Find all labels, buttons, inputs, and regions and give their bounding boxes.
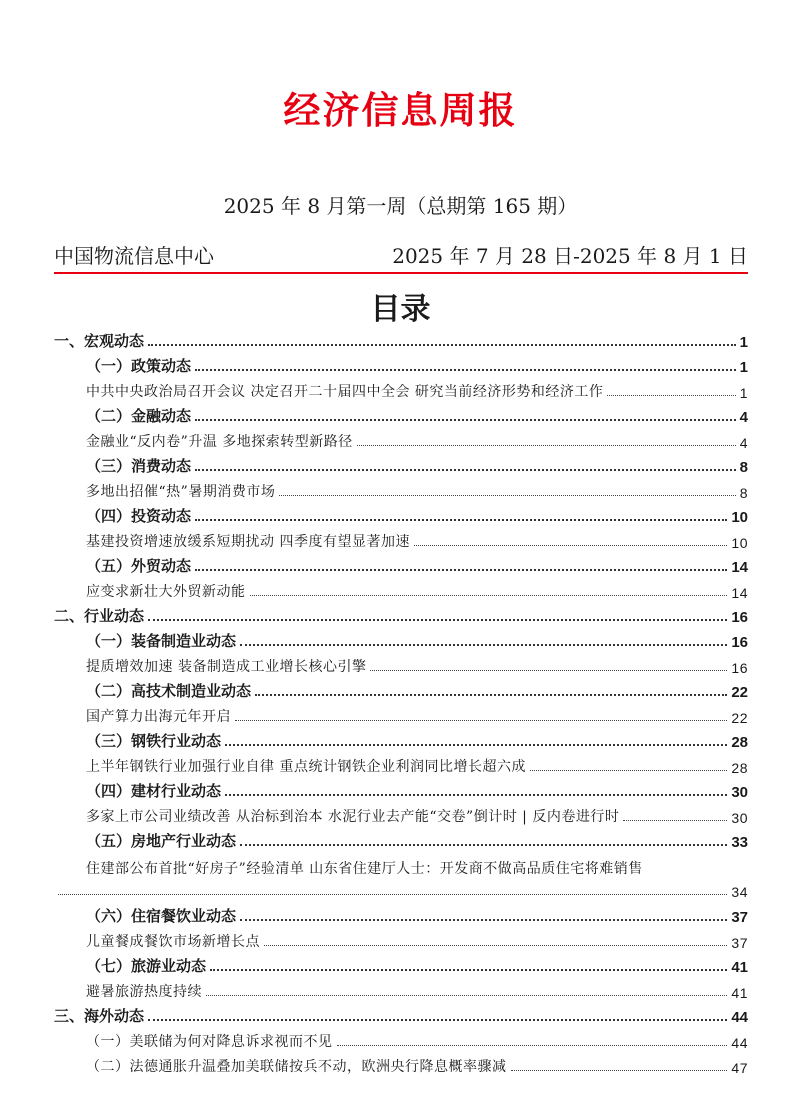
toc-entry-label: 上半年钢铁行业加强行业自律 重点统计钢铁企业利润同比增长超六成 xyxy=(86,759,526,775)
toc-entry-subsection[interactable] xyxy=(86,904,748,926)
toc-entry-page: 41 xyxy=(731,959,748,976)
toc-leader-dots xyxy=(255,694,727,696)
toc-leader-dots xyxy=(607,395,735,396)
toc-leader-dots xyxy=(148,619,727,621)
toc-entry-page: 16 xyxy=(731,634,748,651)
toc-leader-dots xyxy=(357,445,736,446)
toc-entry-article[interactable] xyxy=(86,579,748,601)
toc-entry-subsection[interactable] xyxy=(86,554,748,576)
toc-leader-dots xyxy=(240,844,727,846)
toc-entry-page: 30 xyxy=(731,810,748,826)
toc-entry-page: 28 xyxy=(731,734,748,751)
toc-entry-label: （二）金融动态 xyxy=(86,407,192,425)
toc-leader-dots xyxy=(250,595,728,596)
toc-entry-article-continuation xyxy=(54,878,748,900)
toc-leader-dots xyxy=(148,1019,727,1021)
toc-leader-dots xyxy=(210,969,727,971)
toc-entry-page: 14 xyxy=(731,559,748,576)
toc-entry-label: 多家上市公司业绩改善 从治标到治本 水泥行业去产能“交卷”倒计时 | 反内卷进行时 xyxy=(86,809,620,825)
toc-entry-page: 22 xyxy=(731,710,748,726)
date-range: 2025 年 7 月 28 日-2025 年 8 月 1 日 xyxy=(392,244,748,268)
toc-entry-label: （一）政策动态 xyxy=(86,357,192,375)
issue-line: 2025 年 8 月第一周（总期第 165 期） xyxy=(223,194,578,218)
toc-entry-label: 基建投资增速放缓系短期扰动 四季度有望显著加速 xyxy=(86,534,410,550)
toc-entry-label: （六）住宿餐饮业动态 xyxy=(86,907,237,925)
toc-entry-label: 中共中央政治局召开会议 决定召开二十届四中全会 研究当前经济形势和经济工作 xyxy=(86,384,604,400)
toc-entry-page: 30 xyxy=(731,784,748,801)
meta-row xyxy=(54,240,748,266)
toc-entry-label: （一）装备制造业动态 xyxy=(86,632,237,650)
toc-leader-dots xyxy=(511,1070,728,1071)
toc-entry-subsection[interactable] xyxy=(86,629,748,651)
toc-entry-article[interactable] xyxy=(86,1054,748,1076)
toc-entry-label: 二、行业动态 xyxy=(54,607,145,625)
toc-entry-subsection[interactable] xyxy=(86,729,748,751)
toc-entry-label: 国产算力出海元年开启 xyxy=(86,709,231,725)
toc-entry-label: 住建部公布首批“好房子”经验清单 山东省住建厅人士：开发商不做高品质住宅将难销售 xyxy=(86,861,643,877)
toc-entry-article[interactable] xyxy=(86,929,748,951)
toc-entry-article[interactable] xyxy=(86,804,748,826)
toc-leader-dots xyxy=(58,894,727,895)
toc-entry-article[interactable] xyxy=(86,479,748,501)
toc-leader-dots xyxy=(279,495,735,496)
toc-entry-label: （四）建材行业动态 xyxy=(86,782,222,800)
toc-entry-page: 34 xyxy=(731,884,748,900)
header-divider xyxy=(54,272,748,274)
toc-leader-dots xyxy=(264,945,727,946)
toc-leader-dots xyxy=(148,344,736,346)
toc-entry-page: 33 xyxy=(731,834,748,851)
toc-entry-label: （五）房地产行业动态 xyxy=(86,832,237,850)
toc-entry-page: 1 xyxy=(739,359,748,376)
toc-entry-page: 10 xyxy=(731,509,748,526)
toc-leader-dots xyxy=(195,519,727,521)
toc-leader-dots xyxy=(195,369,736,371)
toc-leader-dots xyxy=(337,1045,728,1046)
toc-entry-label: （二）法德通胀升温叠加美联储按兵不动，欧洲央行降息概率骤减 xyxy=(86,1059,507,1075)
toc-entry-article[interactable] xyxy=(86,979,748,1001)
toc-entry-page: 4 xyxy=(739,435,748,451)
toc-entry-page: 44 xyxy=(731,1035,748,1051)
toc-entry-article[interactable] xyxy=(86,379,748,401)
toc-entry-section[interactable] xyxy=(54,1004,748,1026)
toc-entry-article[interactable] xyxy=(86,1029,748,1051)
toc-leader-dots xyxy=(414,545,727,546)
toc-entry-label: （三）消费动态 xyxy=(86,457,192,475)
toc-entry-article[interactable] xyxy=(86,429,748,451)
toc-leader-dots xyxy=(530,770,727,771)
toc-entry-page: 8 xyxy=(739,459,748,476)
toc-entry-label: （二）高技术制造业动态 xyxy=(86,682,252,700)
toc-entry-page: 16 xyxy=(731,660,748,676)
toc-entry-label: （一）美联储为何对降息诉求视而不见 xyxy=(86,1034,333,1050)
toc-entry-page: 10 xyxy=(731,535,748,551)
report-title: 经济信息周报 xyxy=(283,89,518,132)
toc-leader-dots xyxy=(240,644,727,646)
toc-leader-dots xyxy=(195,469,736,471)
toc-entry-page: 1 xyxy=(739,385,748,401)
toc-leader-dots xyxy=(623,820,727,821)
toc-entry-page: 8 xyxy=(739,485,748,501)
toc-entry-page: 47 xyxy=(731,1060,748,1076)
toc-entry-subsection[interactable] xyxy=(86,679,748,701)
toc-leader-dots xyxy=(195,569,727,571)
toc-entry-article[interactable] xyxy=(86,704,748,726)
toc-entry-label: 三、海外动态 xyxy=(54,1007,145,1025)
toc-entry-page: 14 xyxy=(731,585,748,601)
toc-entry-page: 16 xyxy=(731,609,748,626)
toc-entry-section[interactable] xyxy=(54,329,748,351)
toc-entry-subsection[interactable] xyxy=(86,779,748,801)
toc-leader-dots xyxy=(206,995,727,996)
toc-entry-page: 1 xyxy=(739,334,748,351)
toc-entry-label: 应变求新壮大外贸新动能 xyxy=(86,584,246,600)
toc-entry-page: 4 xyxy=(739,409,748,426)
toc-entry-article[interactable] xyxy=(86,529,748,551)
toc-leader-dots xyxy=(370,670,727,671)
toc-entry-label: 多地出招催“热”暑期消费市场 xyxy=(86,484,276,500)
toc-entry-page: 44 xyxy=(731,1009,748,1026)
toc-entry-article[interactable] xyxy=(86,654,748,676)
toc-entry-page: 37 xyxy=(731,935,748,951)
toc-entry-page: 22 xyxy=(731,684,748,701)
toc-entry-label: （三）钢铁行业动态 xyxy=(86,732,222,750)
toc-entry-label: 提质增效加速 装备制造成工业增长核心引擎 xyxy=(86,659,367,675)
publisher: 中国物流信息中心 xyxy=(54,244,214,268)
toc-entry-label: （四）投资动态 xyxy=(86,507,192,525)
toc-entry-subsection[interactable] xyxy=(86,404,748,426)
toc-entry-subsection[interactable] xyxy=(86,829,748,851)
toc-heading: 目录 xyxy=(370,292,431,327)
toc-entry-label: 儿童餐成餐饮市场新增长点 xyxy=(86,934,260,950)
toc-leader-dots xyxy=(225,794,727,796)
toc-entry-subsection[interactable] xyxy=(86,454,748,476)
toc-entry-page: 41 xyxy=(731,985,748,1001)
toc-entry-label: 一、宏观动态 xyxy=(54,332,145,350)
toc-entry-label: 避暑旅游热度持续 xyxy=(86,984,202,1000)
toc-entry-subsection[interactable] xyxy=(86,504,748,526)
toc-entry-label: （七）旅游业动态 xyxy=(86,957,207,975)
toc-entry-subsection[interactable] xyxy=(86,954,748,976)
toc-entry-label: 金融业“反内卷”升温 多地探索转型新路径 xyxy=(86,434,353,450)
toc-entry-label: （五）外贸动态 xyxy=(86,557,192,575)
toc-leader-dots xyxy=(235,720,727,721)
toc-leader-dots xyxy=(195,419,736,421)
toc-entry-subsection[interactable] xyxy=(86,354,748,376)
toc-leader-dots xyxy=(240,919,727,921)
toc-entry-article[interactable] xyxy=(86,754,748,776)
toc-leader-dots xyxy=(225,744,727,746)
toc-entry-section[interactable] xyxy=(54,604,748,626)
toc-entry-page: 28 xyxy=(731,760,748,776)
toc-entry-page: 37 xyxy=(731,909,748,926)
